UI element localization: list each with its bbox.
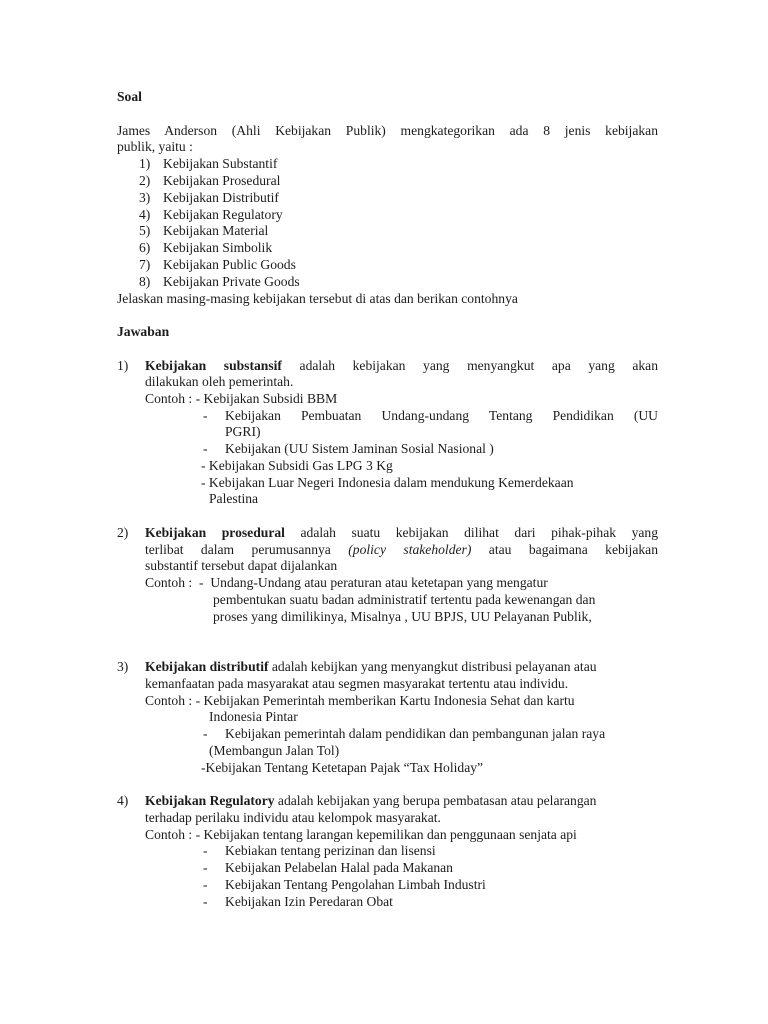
answer-definition-line3: substantif tersebut dapat dijalankan <box>145 558 338 573</box>
example-dash: - <box>203 860 208 875</box>
answer-definition-line1 <box>145 658 597 675</box>
answer-term: Kebijakan prosedural <box>145 525 285 540</box>
soal-intro-line1: James Anderson (Ahli Kebijakan Publik) mengkategorikan ada 8 jenis kebijakan <box>117 123 658 138</box>
answer-term: Kebijakan substansif <box>145 358 282 373</box>
list-item: Kebijakan Material <box>163 223 269 238</box>
answer-def-text: terlibat dalam perumusannya <box>145 542 349 557</box>
answer-def-italic: (policy stakeholder) <box>348 542 472 557</box>
example-dash: - <box>203 894 208 909</box>
example-line: Kebijakan Pelabelan Halal pada Makanan <box>225 860 453 875</box>
example-line: Contoh : - Undang-Undang atau peraturan atau ketetapan yang mengatur <box>145 575 548 590</box>
answer-def-text: adalah kebijakan yang menyangkut apa yang akan <box>281 358 658 373</box>
example-line: Kebijakan Izin Peredaran Obat <box>225 894 393 909</box>
example-line: Contoh : - Kebijakan Subsidi BBM <box>145 391 338 406</box>
example-line: Contoh : - Kebijakan tentang larangan kepemilikan dan penggunaan senjata api <box>145 827 577 842</box>
example-dash: - <box>203 726 208 741</box>
answer-definition-line2: kemanfaatan pada masyarakat atau segmen masyarakat tertentu atau individu. <box>145 676 569 691</box>
example-line: Indonesia Pintar <box>209 709 298 724</box>
example-line: Kebijakan pemerintah dalam pendidikan dan pembangunan jalan raya <box>225 726 606 741</box>
answer-definition-line2 <box>145 541 658 558</box>
answer-definition-line2: terhadap perilaku individu atau kelompok masyarakat. <box>145 810 441 825</box>
answer-number: 1) <box>117 358 129 373</box>
list-item-number: 2) <box>139 173 151 188</box>
list-item: Kebijakan Public Goods <box>163 257 296 272</box>
example-line: -Kebijakan Tentang Ketetapan Pajak “Tax Holiday” <box>201 760 484 775</box>
answer-def-text: adalah kebijkan yang menyangkut distribusi pelayanan atau <box>268 659 597 674</box>
answer-def-text: atau bagaimana kebijakan <box>471 542 658 557</box>
answer-def-text: adalah kebijakan yang berupa pembatasan atau pelarangan <box>274 793 597 808</box>
example-line: proses yang dimilikinya, Misalnya , UU BPJS, UU Pelayanan Publik, <box>213 609 592 624</box>
answer-definition-line1 <box>145 357 658 374</box>
example-dash: - <box>203 408 208 423</box>
soal-instruction: Jelaskan masing-masing kebijakan tersebut di atas dan berikan contohnya <box>117 291 518 306</box>
list-item-number: 7) <box>139 257 151 272</box>
answer-term: Kebijakan Regulatory <box>145 793 275 808</box>
example-dash: - <box>203 441 208 456</box>
example-line: pembentukan suatu badan administratif tertentu pada kewenangan dan <box>213 592 596 607</box>
example-line: Contoh : - Kebijakan Pemerintah memberikan Kartu Indonesia Sehat dan kartu <box>145 693 575 708</box>
example-line: Palestina <box>209 491 259 506</box>
list-item: Kebijakan Regulatory <box>163 207 283 222</box>
example-line: Kebijakan Pembuatan Undang-undang Tentang Pendidikan (UU <box>225 408 658 423</box>
soal-intro-line2: publik, yaitu : <box>117 139 193 154</box>
example-line: Kebijakan Tentang Pengolahan Limbah Industri <box>225 877 486 892</box>
answer-definition-line2: dilakukan oleh pemerintah. <box>145 374 294 389</box>
example-line: - Kebijakan Luar Negeri Indonesia dalam mendukung Kemerdekaan <box>201 475 574 490</box>
list-item-number: 3) <box>139 190 151 205</box>
answer-definition-line1 <box>145 524 658 541</box>
list-item-number: 8) <box>139 274 151 289</box>
list-item: Kebijakan Substantif <box>163 156 278 171</box>
example-line: - Kebijakan Subsidi Gas LPG 3 Kg <box>201 458 393 473</box>
answer-term: Kebijakan distributif <box>145 659 269 674</box>
example-line: Kebiakan tentang perizinan dan lisensi <box>225 843 436 858</box>
list-item: Kebijakan Prosedural <box>163 173 281 188</box>
answer-number: 4) <box>117 793 129 808</box>
answer-number: 2) <box>117 525 129 540</box>
example-line: PGRI) <box>225 424 261 439</box>
answer-def-text: adalah suatu kebijakan dilihat dari pihak-pihak yang <box>284 525 658 540</box>
list-item-number: 6) <box>139 240 151 255</box>
list-item: Kebijakan Simbolik <box>163 240 273 255</box>
list-item-number: 4) <box>139 207 151 222</box>
jawaban-heading: Jawaban <box>117 324 170 339</box>
example-line: Kebijakan (UU Sistem Jaminan Sosial Nasional ) <box>225 441 494 456</box>
example-dash: - <box>203 877 208 892</box>
example-dash: - <box>203 843 208 858</box>
list-item-number: 5) <box>139 223 151 238</box>
answer-definition-line1 <box>145 792 596 809</box>
list-item: Kebijakan Distributif <box>163 190 279 205</box>
example-line: (Membangun Jalan Tol) <box>209 743 340 758</box>
answer-number: 3) <box>117 659 129 674</box>
list-item: Kebijakan Private Goods <box>163 274 300 289</box>
list-item-number: 1) <box>139 156 151 171</box>
soal-heading: Soal <box>117 89 142 104</box>
